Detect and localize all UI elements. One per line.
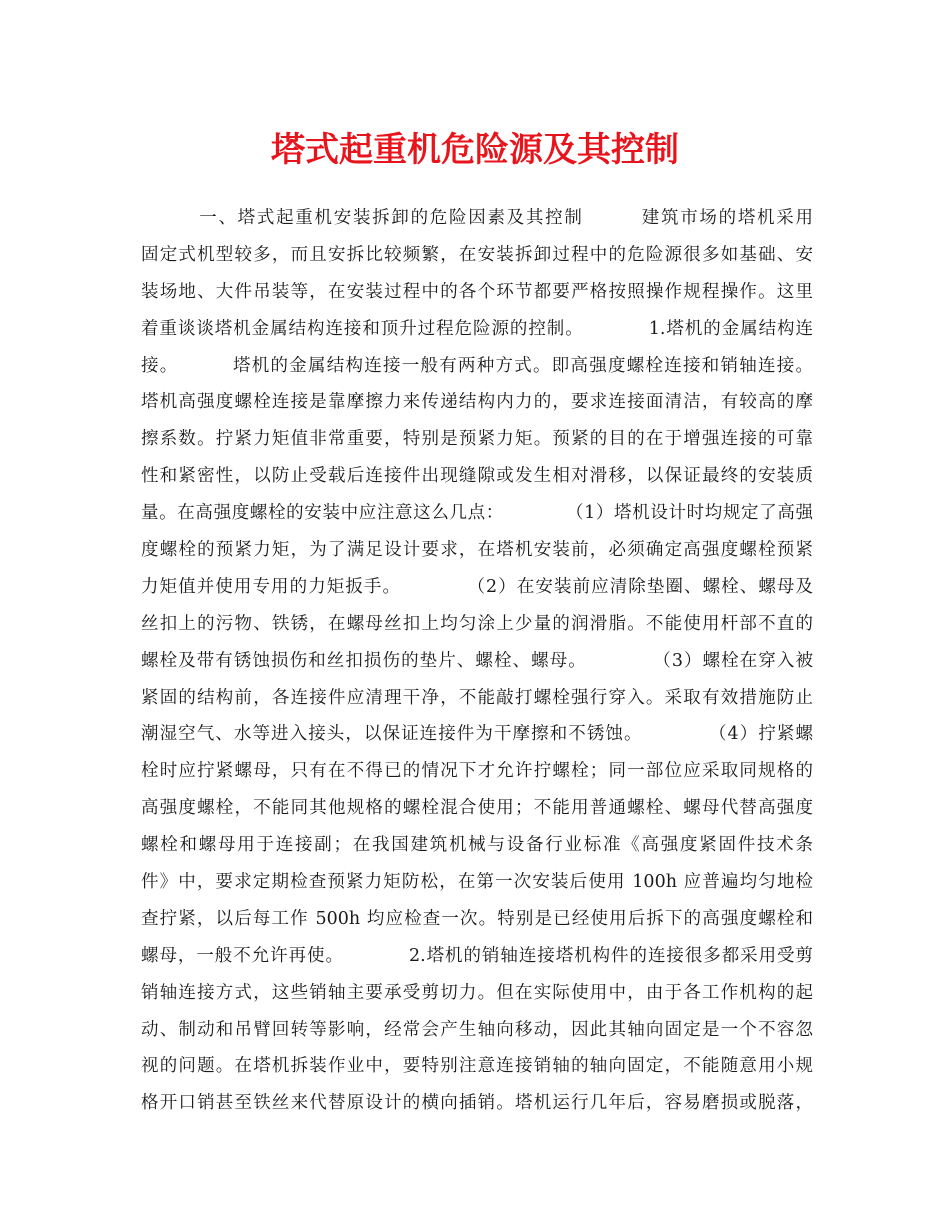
body-text-line: 量。在高强度螺栓的安装中应注意这么几点： （1）塔机设计时均规定了高强 [141, 503, 813, 524]
body-text-line: 一、塔式起重机安装拆卸的危险因素及其控制 建筑市场的塔机采用 [141, 208, 813, 228]
body-text-line: 擦系数。拧紧力矩值非常重要，特别是预紧力矩。预紧的目的在于增强连接的可靠 [141, 429, 813, 450]
body-text-line: 潮湿空气、水等进入接头，以保证连接件为干摩擦和不锈蚀。 （4）拧紧螺 [141, 724, 813, 745]
body-text-line: 着重谈谈塔机金属结构连接和顶升过程危险源的控制。 1.塔机的金属结构连 [141, 318, 813, 339]
body-text-line: 丝扣上的污物、铁锈，在螺母丝扣上均匀涂上少量的润滑脂。不能使用杆部不直的 [141, 613, 813, 634]
body-text-line: 接。 塔机的金属结构连接一般有两种方式。即高强度螺栓连接和销轴连接。 [141, 355, 813, 376]
body-text-line: 度螺栓的预紧力矩，为了满足设计要求，在塔机安装前，必须确定高强度螺栓预紧 [141, 540, 813, 561]
body-text-line: 螺母，一般不允许再使。 2.塔机的销轴连接塔机构件的连接很多都采用受剪 [141, 945, 813, 966]
document-title: 塔式起重机危险源及其控制 [271, 130, 679, 170]
body-text-line: 栓时应拧紧螺母，只有在不得已的情况下才允许拧螺栓；同一部位应采取同规格的 [141, 761, 813, 782]
body-text-line: 螺栓和螺母用于连接副；在我国建筑机械与设备行业标准《高强度紧固件技术条 [141, 835, 813, 856]
body-text-line: 格开口销甚至铁丝来代替原设计的横向插销。塔机运行几年后，容易磨损或脱落， [141, 1093, 813, 1114]
body-text-line: 固定式机型较多，而且安拆比较频繁，在安装拆卸过程中的危险源很多如基础、安 [141, 244, 813, 265]
body-text-line: 装场地、大件吊装等，在安装过程中的各个环节都要严格按照操作规程操作。这里 [141, 281, 813, 302]
body-text-line: 件》中，要求定期检查预紧力矩防松，在第一次安装后使用 100h 应普遍均匀地检 [141, 872, 813, 893]
document-body [141, 200, 813, 1122]
body-text-line: 塔机高强度螺栓连接是靠摩擦力来传递结构内力的，要求连接面清洁，有较高的摩 [141, 392, 813, 413]
body-text-line: 紧固的结构前，各连接件应清理干净，不能敲打螺栓强行穿入。采取有效措施防止 [141, 687, 813, 708]
body-text-line: 视的问题。在塔机拆装作业中，要特别注意连接销轴的轴向固定，不能随意用小规 [141, 1056, 813, 1077]
body-text-line: 高强度螺栓，不能同其他规格的螺栓混合使用；不能用普通螺栓、螺母代替高强度 [141, 798, 813, 819]
body-text-line: 动、制动和吊臂回转等影响，经常会产生轴向移动，因此其轴向固定是一个不容忽 [141, 1019, 813, 1040]
body-text-line: 螺栓及带有锈蚀损伤和丝扣损伤的垫片、螺栓、螺母。 （3）螺栓在穿入被 [141, 650, 813, 671]
body-text-line: 性和紧密性，以防止受载后连接件出现缝隙或发生相对滑移，以保证最终的安装质 [141, 466, 813, 487]
body-text-line: 查拧紧，以后每工作 500h 均应检查一次。特别是已经使用后拆下的高强度螺栓和 [141, 908, 813, 929]
body-text-line: 力矩值并使用专用的力矩扳手。 （2）在安装前应清除垫圈、螺栓、螺母及 [141, 576, 813, 597]
body-text-line: 销轴连接方式，这些销轴主要承受剪切力。但在实际使用中，由于各工作机构的起 [141, 982, 813, 1003]
